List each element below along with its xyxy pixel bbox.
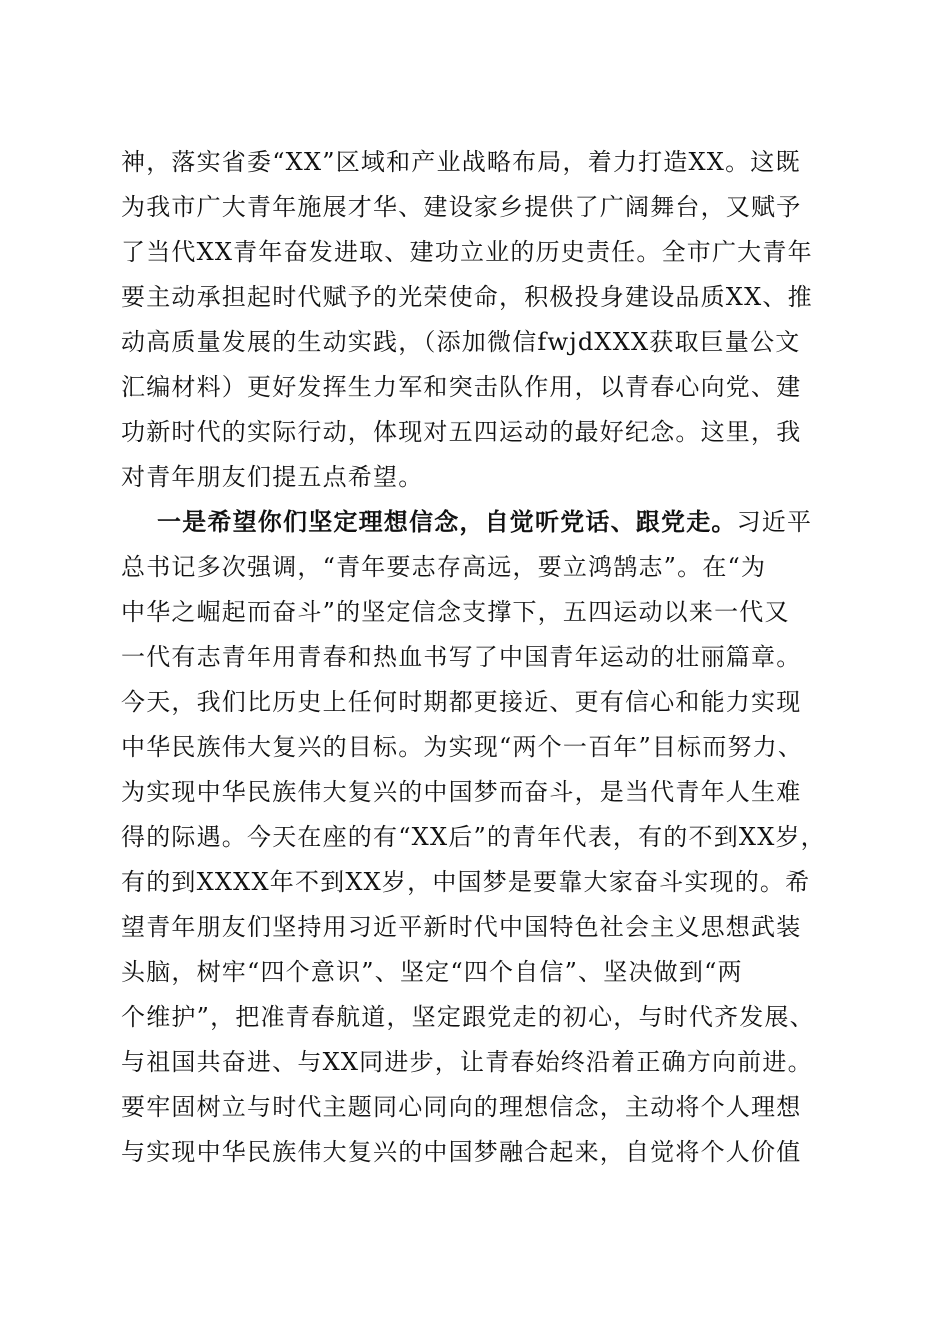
text-line: 头脑，树牢“四个意识”、坚定“四个自信”、坚决做到“两	[121, 958, 743, 986]
text-line: 得的际遇。今天在座的有“XX后”的青年代表，有的不到XX岁，	[121, 823, 826, 851]
text-line: 一代有志青年用青春和热血书写了中国青年运动的壮丽篇章。	[121, 643, 802, 671]
text-line: 今天，我们比历史上任何时期都更接近、更有信心和能力实现	[121, 688, 802, 716]
text-line: 个维护”，把准青春航道，坚定跟党走的初心，与时代齐发展、	[121, 1003, 815, 1031]
text-line: 要主动承担起时代赋予的光荣使命，积极投身建设品质XX、推	[121, 283, 813, 311]
text-line: 为我市广大青年施展才华、建设家乡提供了广阔舞台，又赋予	[121, 193, 802, 221]
text-line: 对青年朋友们提五点希望。	[121, 463, 424, 491]
text-line: 要牢固树立与时代主题同心同向的理想信念，主动将个人理想	[121, 1093, 802, 1121]
text-line: 与实现中华民族伟大复兴的中国梦融合起来，自觉将个人价值	[121, 1138, 802, 1166]
text-line: 动高质量发展的生动实践，（添加微信fwjdXXX获取巨量公文	[121, 328, 801, 356]
text-line	[157, 503, 812, 541]
text-line: 汇编材料）更好发挥生力军和突击队作用，以青春心向党、建	[121, 373, 802, 401]
text-line: 总书记多次强调，“青年要志存高远，要立鸿鹄志”。在“为	[121, 553, 767, 581]
text-line: 神，落实省委“XX”区域和产业战略布局，着力打造XX。这既	[121, 148, 801, 176]
paragraph-lead-rest: 习近平	[736, 508, 813, 536]
text-line: 功新时代的实际行动，体现对五四运动的最好纪念。这里，我	[121, 418, 802, 446]
text-line: 中华民族伟大复兴的目标。为实现“两个一百年”目标而努力、	[121, 733, 804, 761]
text-line: 中华之崛起而奋斗”的坚定信念支撑下，五四运动以来一代又	[121, 598, 790, 626]
text-line: 有的到XXXX年不到XX岁，中国梦是要靠大家奋斗实现的。希	[121, 868, 811, 896]
paragraph-lead-heading: 一是希望你们坚定理想信念，自觉听党话、跟党走。	[157, 507, 737, 536]
text-line: 为实现中华民族伟大复兴的中国梦而奋斗，是当代青年人生难	[121, 778, 802, 806]
text-line: 了当代XX青年奋发进取、建功立业的历史责任。全市广大青年	[121, 238, 813, 266]
text-line: 与祖国共奋进、与XX同进步，让青春始终沿着正确方向前进。	[121, 1048, 813, 1076]
text-line: 望青年朋友们坚持用习近平新时代中国特色社会主义思想武装	[121, 913, 802, 941]
